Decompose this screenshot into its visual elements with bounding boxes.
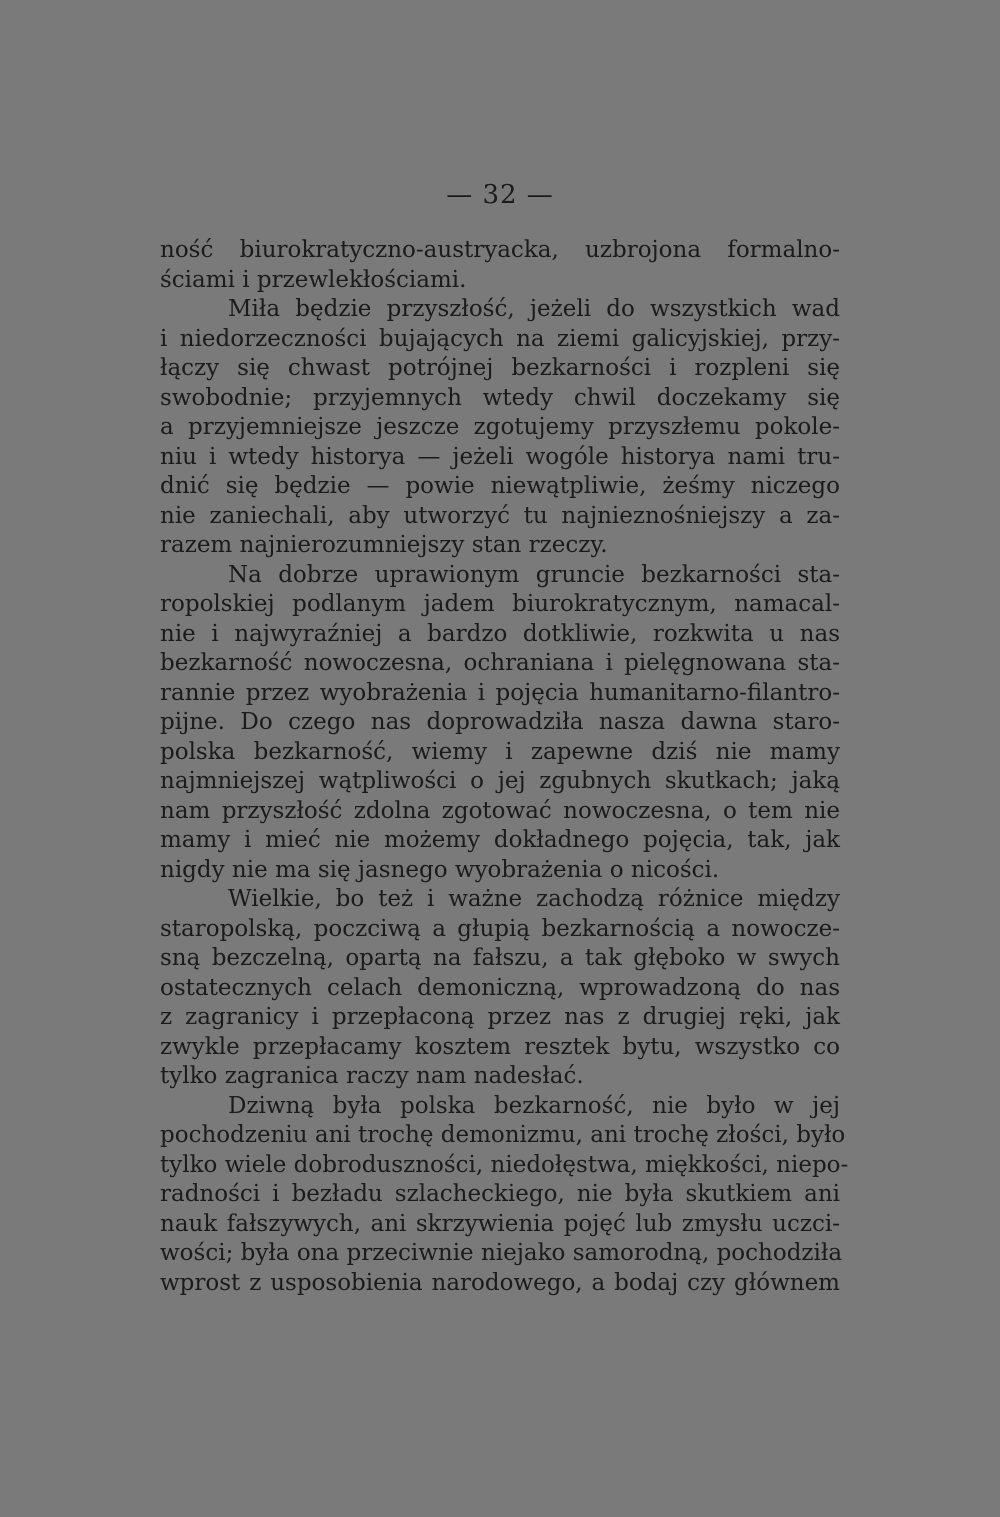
text-line: Miła będzie przyszłość, jeżeli do wszystkich wad	[228, 296, 840, 322]
text-line: polska bezkarność, wiemy i zapewne dziś nie mamy	[160, 738, 840, 765]
text-line: tylko wiele dobroduszności, niedołęstwa, miękkości, niepo-	[160, 1151, 849, 1178]
text-line: Wielkie, bo też i ważne zachodzą różnice między	[228, 886, 840, 912]
text-line: nigdy nie ma się jasnego wyobrażenia o nicości.	[160, 856, 720, 883]
text-line: razem najnierozumniejszy stan rzeczy.	[160, 532, 608, 558]
text-line: wprost z usposobienia narodowego, a bodaj czy głównem	[160, 1269, 840, 1296]
text-line: ność biurokratyczno-austryacka, uzbrojona formalno-	[160, 237, 840, 263]
text-line: radności i bezładu szlacheckiego, nie była skutkiem ani	[160, 1181, 840, 1207]
text-line: z zagranicy i przepłaconą przez nas z drugiej ręki, jak	[160, 1004, 840, 1030]
text-line: Dziwną była polska bezkarność, nie było w jej	[228, 1092, 840, 1119]
text-line: najmniejszej wątpliwości o jej zgubnych skutkach; jaką	[160, 768, 840, 794]
text-line: ostatecznych celach demoniczną, wprowadzoną do nas	[160, 974, 840, 1001]
text-line: pochodzeniu ani trochę demonizmu, ani trochę złości, było	[160, 1122, 846, 1148]
text-line: ropolskiej podlanym jadem biurokratycznym, namacal-	[160, 591, 840, 617]
text-line: i niedorzeczności bujających na ziemi galicyjskiej, przy-	[160, 325, 840, 352]
text-line: a przyjemniejsze jeszcze zgotujemy przyszłemu pokole-	[160, 414, 840, 440]
text-line: mamy i mieć nie możemy dokładnego pojęcia, tak, jak	[160, 827, 840, 853]
text-line: nie zaniechali, aby utworzyć tu najnieznośniejszy a za-	[160, 502, 840, 529]
text-line: staropolską, poczciwą a głupią bezkarnością a nowocze-	[160, 915, 840, 942]
text-line: dnić się będzie — powie niewątpliwie, żeśmy niczego	[160, 473, 840, 499]
text-line: sną bezczelną, opartą na fałszu, a tak głęboko w swych	[160, 945, 840, 971]
text-line: nauk fałszywych, ani skrzywienia pojęć lub zmysłu uczci-	[160, 1210, 840, 1237]
text-line: tylko zagranica raczy nam nadesłać.	[160, 1063, 584, 1089]
text-line: niu i wtedy historya — jeżeli wogóle historya nami tru-	[160, 443, 840, 470]
text-line: Na dobrze uprawionym gruncie bezkarności sta-	[228, 561, 840, 588]
text-line: nam przyszłość zdolna zgotować nowoczesna, o tem nie	[160, 797, 840, 824]
text-line: wości; była ona przeciwnie niejako samorodną, pochodziła	[160, 1240, 843, 1266]
text-line: swobodnie; przyjemnych wtedy chwil doczekamy się	[160, 384, 840, 411]
text-line: nie i najwyraźniej a bardzo dotkliwie, rozkwita u nas	[160, 620, 840, 647]
body-text	[160, 236, 849, 1298]
page-number: — 32 —	[446, 180, 554, 210]
text-line: bezkarność nowoczesna, ochraniana i pielęgnowana sta-	[160, 650, 840, 676]
text-line: zwykle przepłacamy kosztem resztek bytu, wszystko co	[160, 1033, 840, 1060]
text-line: ściami i przewlekłościami.	[160, 266, 467, 293]
text-line: pijne. Do czego nas doprowadziła nasza dawna staro-	[160, 709, 840, 735]
text-line: łączy się chwast potrójnej bezkarności i rozpleni się	[160, 355, 840, 381]
text-line: rannie przez wyobrażenia i pojęcia humanitarno-filantro-	[160, 679, 840, 706]
